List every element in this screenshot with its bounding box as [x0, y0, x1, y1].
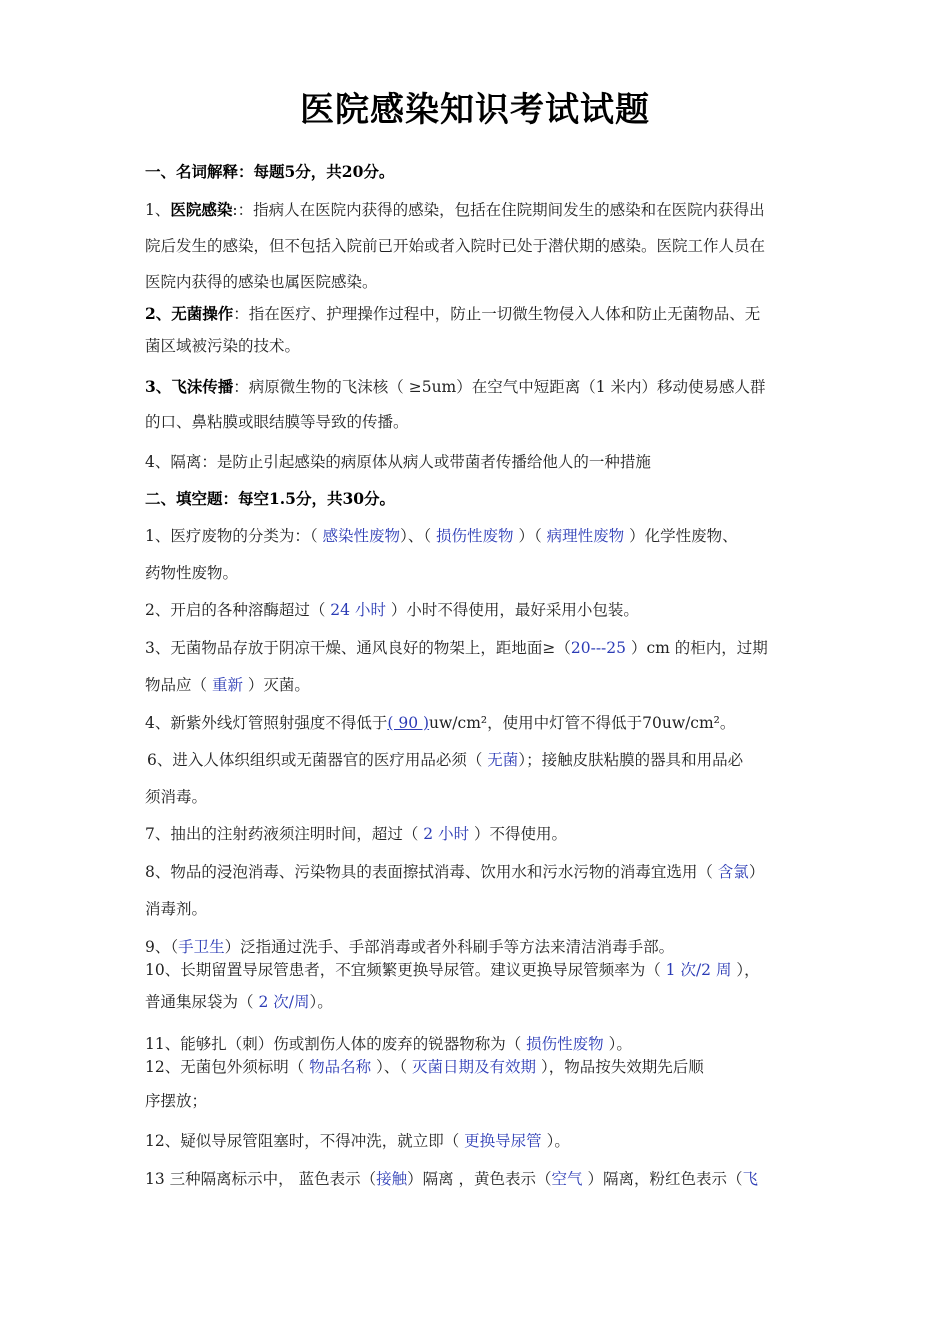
f2-text-b: ）小时不得使用，最好采用小包装。 — [390, 601, 639, 619]
q1-line-3: 医院内获得的感染也属医院感染。 — [145, 273, 378, 291]
f12b-answer: 更换导尿管 — [464, 1132, 547, 1150]
f6-text-b: ）；接触皮肤粘膜的器具和用品必 — [518, 751, 744, 769]
f6-answer: 无菌 — [487, 751, 519, 769]
f12a-answer-2: 灭菌日期及有效期 — [412, 1058, 537, 1076]
f10-text-c: 普通集尿袋为（ — [145, 993, 259, 1011]
f10-answer-2: 2 次/周 — [258, 993, 310, 1011]
f2-text-a: 2、开启的各种溶酶超过（ — [145, 601, 331, 619]
f4-text-b: uw/cm²，使用中灯管不得低于70uw/cm²。 — [429, 714, 736, 732]
f4-answer: ( 90 ) — [387, 714, 430, 732]
f1-answer-1: 感染性废物 — [317, 527, 401, 545]
f10-answer-1: 1 次/2 周 — [665, 961, 732, 979]
f12a-text-b: ）、（ — [376, 1058, 413, 1076]
f10-text-b: ）， — [731, 961, 760, 979]
f10-line-1 — [145, 958, 760, 980]
f10-line-2 — [145, 990, 333, 1012]
f2-answer: 24 小时 — [330, 601, 391, 619]
f8-line-2: 消毒剂。 — [145, 900, 208, 918]
f1-answer-2: 损伤性废物 — [431, 527, 519, 545]
f12a-answer-1: 物品名称 — [309, 1058, 377, 1076]
f12a-line-1 — [145, 1055, 704, 1077]
q3-text: ：病原微生物的飞沫核（ ≥5um）在空气中短距离（1 米内）移动使易感人群 — [233, 378, 766, 396]
f13-answer-2: 空气 — [551, 1170, 583, 1188]
f11-text-a: 11、能够扎（刺）伤或割伤人体的废弃的锐器物称为（ — [145, 1035, 527, 1053]
q3-line-2: 的口、鼻粘膜或眼结膜等导致的传播。 — [145, 413, 409, 431]
f10-text-d: ）。 — [309, 993, 333, 1011]
f12b-text-a: 12、疑似导尿管阻塞时，不得冲洗，就立即（ — [145, 1132, 465, 1150]
q1-line-1 — [145, 198, 765, 220]
q1-line-2: 院后发生的感染，但不包括入院前已开始或者入院时已处于潜伏期的感染。医院工作人员在 — [145, 237, 766, 255]
q4-line: 4、隔离：是防止引起感染的病原体从病人或带菌者传播给他人的一种措施 — [145, 453, 651, 471]
q2-term: 2、无菌操作 — [145, 304, 234, 323]
f1-text-c: ）（ — [518, 527, 547, 545]
f1-answer-3: 病理性废物 — [546, 527, 630, 545]
f13-text-b: ）隔离 ，黄色表示（ — [407, 1170, 552, 1188]
f7-text-a: 7、抽出的注射药液须注明时间，超过（ — [145, 825, 424, 843]
section-heading-fill-blanks: 二、填空题：每空1.5分，共30分。 — [145, 489, 396, 508]
f6-line-1 — [147, 748, 743, 770]
f1-text-b: ）、（ — [400, 527, 432, 545]
f4-line — [145, 711, 735, 733]
f12b-line — [145, 1129, 570, 1151]
f7-line — [145, 822, 567, 844]
f6-line-2: 须消毒。 — [145, 788, 208, 806]
f13-text-c: ）隔离，粉红色表示（ — [582, 1170, 743, 1188]
f13-answer-1: 接触 — [376, 1170, 408, 1188]
f8-line-1 — [145, 860, 764, 882]
f3-line-2 — [145, 673, 310, 695]
f3-text-a: 3、无菌物品存放于阴凉干燥、通风良好的物架上，距地面≥（ — [145, 639, 571, 657]
f12a-text-c: ），物品按失效期先后顺 — [536, 1058, 704, 1076]
f7-answer: 2 小时 — [423, 825, 475, 843]
f9-text-b: ）泛指通过洗手、手部消毒或者外科刷手等方法来清洁消毒手部。 — [224, 938, 675, 956]
f8-text-b: ） — [748, 863, 765, 881]
f9-answer: 手卫生 — [178, 938, 225, 956]
f10-text-a: 10、长期留置导尿管患者，不宜频繁更换导尿管。建议更换导尿管频率为（ — [145, 961, 666, 979]
f9-text-a: 9、（ — [145, 938, 179, 956]
f1-line-1 — [145, 524, 738, 546]
f13-line — [145, 1167, 758, 1189]
f11-line — [145, 1032, 632, 1054]
f2-line — [145, 598, 639, 620]
f11-answer: 损伤性废物 — [526, 1035, 609, 1053]
q2-line-2: 菌区域被污染的技术。 — [145, 337, 301, 355]
f3-answer-2: 重新 — [211, 676, 248, 694]
document-title: 医院感染知识考试试题 — [300, 90, 650, 130]
f3-text-d: ）灭菌。 — [247, 676, 310, 694]
section-heading-definitions: 一、名词解释：每题5分，共20分。 — [145, 162, 395, 181]
q1-text: :：指病人在医院内获得的感染，包括在住院期间发生的感染和在医院内获得出 — [232, 201, 765, 219]
f8-text-a: 8、物品的浸泡消毒、污染物具的表面擦拭消毒、饮用水和污水污物的消毒宜选用（ — [145, 863, 718, 881]
f3-text-b: ）cm 的柜内，过期 — [626, 639, 768, 657]
q3-term: 3、飞沫传播 — [145, 377, 234, 396]
f12a-text-a: 12、无菌包外须标明（ — [145, 1058, 310, 1076]
f1-text-a: 1、医疗废物的分类为：（ — [145, 527, 318, 545]
f1-line-2: 药物性废物。 — [145, 564, 239, 582]
f6-text-a: 6、进入人体织组织或无菌器官的医疗用品必须（ — [147, 751, 488, 769]
q2-text: ：指在医疗、护理操作过程中，防止一切微生物侵入人体和防止无菌物品、无 — [233, 305, 761, 323]
q1-num: 1、 — [145, 201, 171, 219]
f4-text-a: 4、新紫外线灯管照射强度不得低于 — [145, 714, 388, 732]
q1-term: 医院感染 — [170, 200, 233, 219]
f3-answer-1: 20---25 — [570, 639, 627, 657]
f3-text-c: 物品应（ — [145, 676, 212, 694]
f13-answer-3: 飞 — [742, 1170, 759, 1188]
f1-text-d: ）化学性废物、 — [629, 527, 738, 545]
f7-text-b: ）不得使用。 — [474, 825, 568, 843]
f11-text-b: ）。 — [608, 1035, 632, 1053]
f8-answer: 含氯 — [717, 863, 749, 881]
f12b-text-b: ）。 — [546, 1132, 570, 1150]
q2-line-1 — [145, 302, 760, 324]
q3-line-1 — [145, 375, 766, 397]
f12a-line-2: 序摆放； — [145, 1092, 208, 1110]
f3-line-1 — [145, 636, 768, 658]
f13-text-a: 13 三种隔离标示中， 蓝色表示（ — [145, 1170, 377, 1188]
f9-line — [145, 935, 674, 957]
